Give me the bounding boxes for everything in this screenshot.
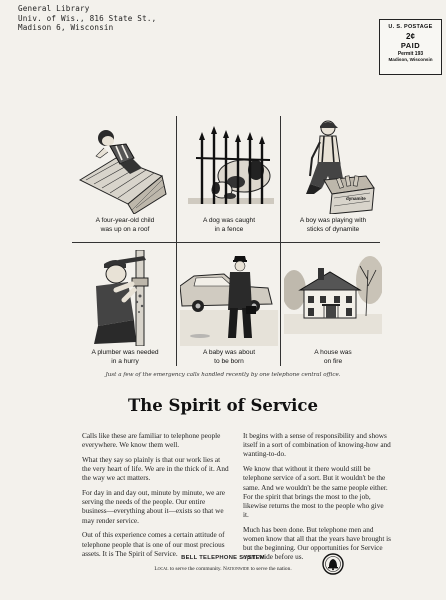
- caption-line-2: in a fence: [214, 226, 244, 233]
- panel-house-on-fire: [284, 250, 382, 365]
- caption-line-2: on fire: [323, 358, 343, 365]
- caption-line-1: A baby was about: [202, 349, 256, 356]
- postage-permit: Permit 193: [397, 51, 424, 57]
- caption-panel-6: [274, 348, 392, 366]
- slogan-part-2: to serve the community.: [168, 566, 223, 572]
- paragraph: What they say so plainly is that our work lies at the very heart of life. We are in the thick of it. And the way we act matters.: [82, 455, 229, 483]
- paragraph: We know that without it there would still be telephone service of a sort. But it wouldn't be the same. And we wouldn't be the same people either. For the spirit that brings the most to the job, likewise returns the most to the people who give it.: [243, 465, 388, 520]
- child-on-roof-illustration: [76, 118, 174, 214]
- body-column-left: [82, 432, 230, 564]
- paragraph: It begins with a sense of responsibility and shows itself in a sort of combination of knowing-how and wanting-to-do.: [243, 432, 391, 459]
- panel-plumber: [76, 250, 174, 365]
- panel-boy-with-dynamite: [284, 118, 382, 233]
- caption-line-1: A dog was caught: [202, 217, 256, 224]
- company-signature: BELL TELEPHONE SYSTEM: [181, 555, 265, 561]
- illustrations-subcaption: Just a few of the emergency calls handled recently by one telephone central office.: [105, 372, 341, 378]
- caption-panel-2: [170, 216, 288, 234]
- caption-line-2: sticks of dynamite: [306, 226, 360, 233]
- company-slogan: [0, 566, 446, 572]
- paragraph: Much has been done. But telephone men and women know that all that the years have brought is but the beginning. Our opportunities for Service open wide before us.: [243, 525, 391, 562]
- grid-divider-vertical-2: [280, 116, 281, 366]
- address-line-2: Univ. of Wis., 816 State St.,: [18, 13, 157, 23]
- burning-house-illustration: [284, 250, 382, 346]
- address-line-3: Madison 6, Wisconsin: [18, 23, 114, 32]
- slogan-part-1: Local: [154, 566, 169, 572]
- body-column-right: [243, 432, 391, 568]
- caption-panel-3: [274, 216, 392, 234]
- panel-dog-in-fence: [180, 118, 278, 233]
- caption-line-1: A house was: [314, 349, 352, 356]
- postage-paid: PAID: [400, 41, 421, 50]
- caption-line-1: A boy was playing with: [299, 217, 367, 224]
- grid-divider-horizontal: [72, 242, 380, 243]
- caption-line-2: was up on a roof: [100, 226, 150, 233]
- man-by-car-illustration: [180, 250, 278, 346]
- panel-child-on-roof: [76, 118, 174, 233]
- page-title: The Spirit of Service: [128, 396, 318, 415]
- mailing-address: [18, 4, 156, 33]
- panel-man-by-car: [180, 250, 278, 365]
- postage-city: Madison, Wisconsin: [388, 57, 433, 62]
- paragraph: Out of this experience comes a certain attitude of telephone people that is one of our most precious assets. It is The Spirit of Service.: [82, 531, 225, 558]
- dog-in-fence-illustration: [180, 118, 278, 214]
- bell-system-logo: [322, 553, 344, 575]
- caption-line-1: A four-year-old child: [95, 217, 155, 224]
- slogan-part-4: to serve the nation.: [249, 566, 292, 572]
- boy-with-dynamite-illustration: [284, 118, 382, 214]
- postage-label: U. S. POSTAGE: [388, 24, 433, 30]
- caption-line-1: A plumber was needed: [91, 349, 159, 356]
- paragraph: For day in and day out, minute by minute, we are serving the needs of the people. Our entire business—everything about it—exists so that we may render service.: [82, 489, 225, 525]
- postage-amount: 2¢: [406, 32, 415, 41]
- slogan-part-3: Nationwide: [222, 566, 250, 572]
- caption-line-2: to be born: [214, 358, 244, 365]
- plumber-illustration: [76, 250, 174, 346]
- caption-panel-1: [66, 216, 184, 234]
- caption-panel-4: [66, 348, 184, 366]
- caption-line-2: in a hurry: [111, 358, 139, 365]
- address-line-1: General Library: [18, 4, 90, 13]
- caption-panel-5: [170, 348, 288, 366]
- postage-indicia: [379, 19, 442, 75]
- grid-divider-vertical-1: [176, 116, 177, 366]
- dynamite-box-label: dynamite: [346, 196, 366, 201]
- paragraph: Calls like these are familiar to telephone people everywhere. We know them well.: [82, 432, 221, 450]
